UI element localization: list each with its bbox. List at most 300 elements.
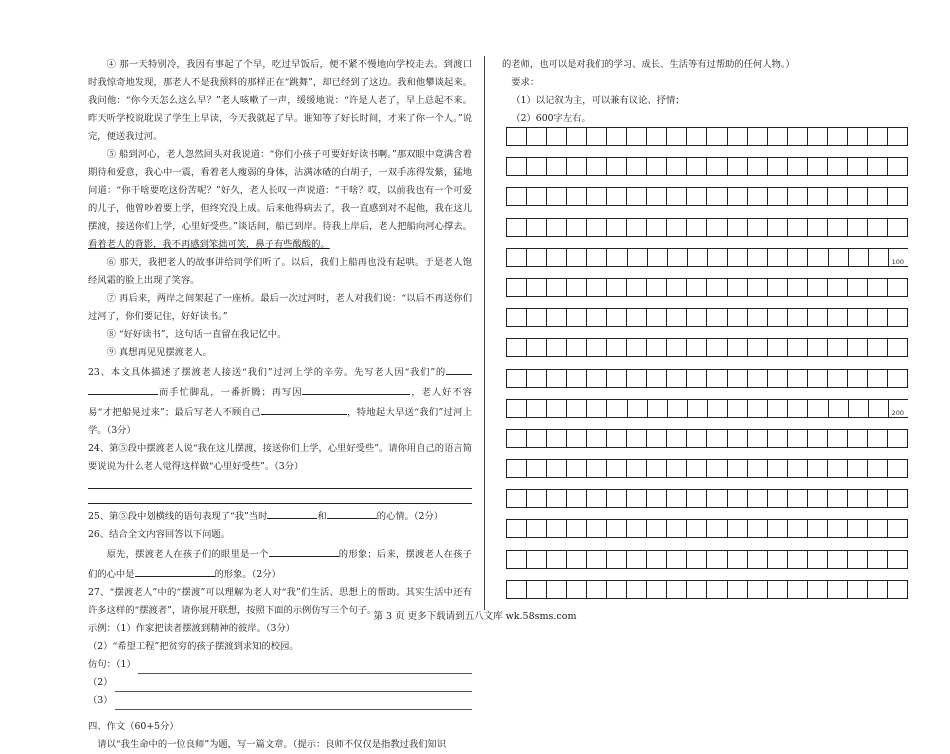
grid-cell[interactable] (686, 157, 706, 176)
grid-cell[interactable] (686, 519, 706, 538)
grid-cell[interactable] (566, 338, 586, 357)
grid-cell[interactable] (706, 278, 726, 297)
q25-blank-1[interactable] (267, 506, 317, 519)
grid-cell[interactable] (626, 308, 646, 327)
grid-cell[interactable] (546, 369, 566, 388)
grid-cell[interactable] (646, 308, 666, 327)
grid-cell[interactable] (706, 369, 726, 388)
grid-cell[interactable] (847, 369, 867, 388)
grid-cell[interactable] (747, 459, 767, 478)
grid-cell[interactable] (747, 580, 767, 599)
grid-cell[interactable] (747, 308, 767, 327)
grid-cell[interactable] (847, 218, 867, 237)
grid-cell[interactable] (646, 580, 666, 599)
grid-cell[interactable] (606, 399, 626, 418)
grid-cell[interactable] (867, 519, 887, 538)
grid-cell[interactable] (827, 127, 847, 146)
grid-cell[interactable] (687, 399, 707, 418)
grid-cell[interactable] (606, 459, 626, 478)
grid-cell[interactable] (747, 399, 767, 418)
grid-cell[interactable] (767, 399, 787, 418)
grid-cell[interactable] (827, 580, 847, 599)
grid-cell[interactable] (827, 278, 847, 297)
grid-cell[interactable] (887, 157, 908, 176)
grid-cell[interactable] (646, 550, 666, 569)
grid-cell[interactable] (686, 338, 706, 357)
grid-cell[interactable] (506, 429, 526, 448)
grid-cell[interactable] (847, 187, 867, 206)
grid-cell[interactable] (626, 580, 646, 599)
grid-cell[interactable] (767, 550, 787, 569)
grid-cell[interactable] (767, 308, 787, 327)
grid-cell[interactable] (526, 399, 546, 418)
grid-cell[interactable] (586, 429, 606, 448)
grid-cell[interactable] (546, 519, 566, 538)
grid-cell[interactable] (706, 338, 726, 357)
grid-cell[interactable] (707, 399, 727, 418)
grid-cell[interactable] (666, 489, 686, 508)
grid-cell[interactable] (807, 308, 827, 327)
grid-cell[interactable] (646, 218, 666, 237)
grid-cell[interactable] (807, 580, 827, 599)
grid-cell[interactable] (606, 248, 626, 267)
grid-cell[interactable] (867, 308, 887, 327)
grid-cell[interactable] (706, 429, 726, 448)
grid-cell[interactable] (827, 459, 847, 478)
grid-cell[interactable] (526, 308, 546, 327)
grid-cell[interactable] (506, 338, 526, 357)
grid-cell[interactable] (787, 278, 807, 297)
grid-cell[interactable] (566, 369, 586, 388)
grid-cell[interactable] (566, 489, 586, 508)
grid-cell[interactable] (747, 278, 767, 297)
grid-cell[interactable] (847, 278, 867, 297)
grid-cell[interactable] (747, 248, 767, 267)
grid-cell[interactable] (747, 429, 767, 448)
grid-cell[interactable] (706, 218, 726, 237)
grid-cell[interactable] (867, 489, 887, 508)
grid-cell[interactable] (586, 248, 606, 267)
grid-cell[interactable] (827, 218, 847, 237)
grid-cell[interactable] (747, 187, 767, 206)
grid-cell[interactable] (606, 580, 626, 599)
grid-cell[interactable] (506, 519, 526, 538)
grid-cell[interactable] (767, 429, 787, 448)
grid-cell[interactable] (586, 369, 606, 388)
grid-cell[interactable] (868, 399, 888, 418)
grid-cell[interactable] (667, 248, 687, 267)
grid-cell[interactable] (666, 519, 686, 538)
grid-cell[interactable] (868, 248, 888, 267)
grid-cell[interactable] (827, 550, 847, 569)
grid-cell[interactable] (867, 369, 887, 388)
grid-cell[interactable] (626, 218, 646, 237)
grid-cell[interactable] (807, 338, 827, 357)
grid-cell[interactable] (666, 369, 686, 388)
q23-blank-2[interactable] (302, 382, 410, 395)
grid-cell[interactable] (867, 278, 887, 297)
grid-cell[interactable] (867, 580, 887, 599)
grid-cell[interactable] (867, 459, 887, 478)
grid-cell[interactable] (506, 369, 526, 388)
grid-cell[interactable] (767, 489, 787, 508)
grid-cell[interactable] (767, 519, 787, 538)
grid-cell[interactable] (847, 308, 867, 327)
grid-cell[interactable] (686, 550, 706, 569)
grid-cell[interactable] (646, 187, 666, 206)
grid-cell[interactable] (546, 248, 566, 267)
grid-cell[interactable] (807, 248, 827, 267)
grid-cell[interactable] (666, 278, 686, 297)
grid-cell[interactable] (666, 218, 686, 237)
grid-cell[interactable] (606, 308, 626, 327)
grid-cell[interactable] (727, 580, 747, 599)
grid-cell[interactable] (506, 278, 526, 297)
grid-cell[interactable] (506, 187, 526, 206)
grid-cell[interactable] (566, 308, 586, 327)
imitate-line-3[interactable] (115, 697, 472, 710)
grid-cell[interactable] (887, 278, 908, 297)
grid-cell[interactable] (787, 218, 807, 237)
grid-cell[interactable] (828, 248, 848, 267)
grid-cell[interactable] (606, 127, 626, 146)
grid-cell[interactable] (546, 489, 566, 508)
grid-cell[interactable] (847, 338, 867, 357)
grid-cell[interactable] (807, 550, 827, 569)
grid-cell[interactable] (566, 187, 586, 206)
grid-cell[interactable] (686, 308, 706, 327)
grid-cell[interactable] (526, 127, 546, 146)
grid-cell[interactable] (666, 459, 686, 478)
grid-cell[interactable] (887, 127, 908, 146)
grid-cell[interactable] (747, 127, 767, 146)
grid-cell[interactable] (526, 187, 546, 206)
grid-cell[interactable] (767, 278, 787, 297)
grid-cell[interactable] (526, 218, 546, 237)
grid-cell[interactable] (887, 308, 908, 327)
grid-cell[interactable] (686, 580, 706, 599)
grid-cell[interactable] (646, 338, 666, 357)
grid-cell[interactable] (586, 550, 606, 569)
grid-cell[interactable] (807, 127, 827, 146)
imitate-line-2[interactable] (115, 679, 472, 692)
grid-cell[interactable] (887, 550, 908, 569)
grid-cell[interactable] (807, 157, 827, 176)
grid-cell[interactable] (586, 580, 606, 599)
grid-cell[interactable] (606, 489, 626, 508)
grid-cell[interactable] (747, 218, 767, 237)
grid-cell[interactable] (506, 459, 526, 478)
grid-cell[interactable] (787, 157, 807, 176)
grid-cell[interactable] (867, 157, 887, 176)
grid-cell[interactable] (686, 489, 706, 508)
grid-cell[interactable] (787, 187, 807, 206)
grid-cell[interactable] (686, 127, 706, 146)
grid-cell[interactable] (767, 187, 787, 206)
grid-cell[interactable] (546, 399, 566, 418)
q26-blank-1[interactable] (269, 544, 339, 557)
grid-cell[interactable] (767, 459, 787, 478)
grid-cell[interactable] (546, 550, 566, 569)
grid-cell[interactable] (887, 429, 908, 448)
grid-cell[interactable] (566, 278, 586, 297)
grid-cell[interactable] (827, 308, 847, 327)
grid-cell[interactable] (807, 218, 827, 237)
grid-cell[interactable] (727, 369, 747, 388)
grid-cell[interactable] (787, 429, 807, 448)
grid-cell[interactable] (847, 550, 867, 569)
grid-cell[interactable] (626, 157, 646, 176)
grid-cell[interactable] (626, 550, 646, 569)
grid-cell[interactable] (747, 369, 767, 388)
grid-cell[interactable] (526, 157, 546, 176)
q23-blank-1[interactable] (446, 362, 472, 375)
grid-cell[interactable] (586, 399, 606, 418)
grid-cell[interactable] (546, 338, 566, 357)
grid-cell[interactable] (506, 248, 526, 267)
grid-cell[interactable] (706, 157, 726, 176)
grid-cell[interactable] (706, 519, 726, 538)
grid-cell[interactable] (546, 218, 566, 237)
grid-cell[interactable] (626, 127, 646, 146)
grid-cell[interactable] (506, 218, 526, 237)
grid-cell[interactable] (546, 127, 566, 146)
grid-cell[interactable] (526, 338, 546, 357)
grid-cell[interactable] (707, 248, 727, 267)
grid-cell[interactable] (606, 550, 626, 569)
grid-cell[interactable] (626, 369, 646, 388)
grid-cell[interactable] (686, 429, 706, 448)
grid-cell[interactable] (787, 399, 807, 418)
grid-cell[interactable] (686, 369, 706, 388)
grid-cell[interactable] (646, 157, 666, 176)
grid-cell[interactable] (867, 338, 887, 357)
grid-cell[interactable] (887, 369, 908, 388)
grid-cell[interactable] (787, 519, 807, 538)
grid-cell[interactable] (606, 157, 626, 176)
grid-cell[interactable] (667, 399, 687, 418)
grid-cell[interactable] (807, 187, 827, 206)
grid-cell[interactable] (546, 459, 566, 478)
grid-cell[interactable] (727, 218, 747, 237)
grid-cell[interactable] (566, 127, 586, 146)
grid-cell[interactable] (887, 580, 908, 599)
grid-cell[interactable] (687, 248, 707, 267)
grid-cell[interactable] (747, 519, 767, 538)
grid-cell[interactable] (626, 489, 646, 508)
grid-cell[interactable] (506, 399, 526, 418)
grid-cell[interactable] (666, 580, 686, 599)
q25-blank-2[interactable] (327, 506, 377, 519)
grid-cell[interactable] (867, 127, 887, 146)
grid-cell[interactable] (727, 338, 747, 357)
grid-cell[interactable] (706, 489, 726, 508)
grid-cell[interactable] (586, 308, 606, 327)
grid-cell[interactable] (506, 580, 526, 599)
grid-cell[interactable] (526, 369, 546, 388)
grid-cell[interactable] (827, 338, 847, 357)
grid-cell[interactable] (867, 550, 887, 569)
q23-blank-3[interactable] (261, 402, 347, 415)
grid-cell[interactable] (646, 489, 666, 508)
grid-cell[interactable] (506, 550, 526, 569)
grid-cell[interactable] (807, 429, 827, 448)
grid-cell[interactable] (647, 399, 667, 418)
grid-cell[interactable] (727, 550, 747, 569)
grid-cell[interactable] (887, 519, 908, 538)
grid-cell[interactable] (867, 218, 887, 237)
grid-cell[interactable] (706, 580, 726, 599)
grid-cell[interactable] (666, 157, 686, 176)
grid-cell[interactable] (586, 157, 606, 176)
grid-cell[interactable] (646, 519, 666, 538)
grid-cell[interactable] (626, 519, 646, 538)
grid-cell[interactable] (767, 338, 787, 357)
grid-cell[interactable] (827, 489, 847, 508)
grid-cell[interactable] (767, 248, 787, 267)
grid-cell[interactable] (727, 127, 747, 146)
grid-cell[interactable] (646, 278, 666, 297)
grid-cell[interactable] (887, 489, 908, 508)
grid-cell[interactable] (887, 338, 908, 357)
grid-cell[interactable] (546, 580, 566, 599)
grid-cell[interactable] (686, 278, 706, 297)
grid-cell[interactable] (847, 519, 867, 538)
grid-cell[interactable] (646, 127, 666, 146)
grid-cell[interactable] (706, 308, 726, 327)
grid-cell[interactable] (827, 519, 847, 538)
grid-cell[interactable] (586, 459, 606, 478)
grid-cell[interactable] (787, 248, 807, 267)
grid-cell[interactable] (646, 369, 666, 388)
grid-cell[interactable] (506, 489, 526, 508)
grid-cell[interactable] (767, 157, 787, 176)
grid-cell[interactable] (586, 127, 606, 146)
grid-cell[interactable] (606, 519, 626, 538)
grid-cell[interactable] (666, 429, 686, 448)
grid-cell[interactable] (787, 550, 807, 569)
grid-cell[interactable] (586, 278, 606, 297)
grid-cell[interactable] (626, 459, 646, 478)
grid-cell[interactable] (827, 429, 847, 448)
grid-cell[interactable] (828, 399, 848, 418)
grid-cell[interactable] (727, 278, 747, 297)
grid-cell[interactable] (666, 308, 686, 327)
grid-cell[interactable] (706, 127, 726, 146)
grid-cell[interactable] (887, 187, 908, 206)
grid-cell[interactable] (727, 308, 747, 327)
grid-cell[interactable] (546, 157, 566, 176)
grid-cell[interactable] (586, 187, 606, 206)
grid-cell[interactable] (566, 580, 586, 599)
grid-cell[interactable] (526, 519, 546, 538)
grid-cell[interactable] (626, 429, 646, 448)
grid-cell[interactable] (566, 519, 586, 538)
grid-cell[interactable] (706, 187, 726, 206)
grid-cell[interactable] (727, 248, 747, 267)
grid-cell[interactable] (566, 157, 586, 176)
grid-cell[interactable] (747, 157, 767, 176)
grid-cell[interactable] (867, 187, 887, 206)
grid-cell[interactable] (506, 157, 526, 176)
grid-cell[interactable] (646, 429, 666, 448)
grid-cell[interactable] (566, 218, 586, 237)
grid-cell[interactable] (666, 127, 686, 146)
grid-cell[interactable] (686, 218, 706, 237)
grid-cell[interactable] (586, 489, 606, 508)
grid-cell[interactable] (848, 248, 868, 267)
grid-cell[interactable] (727, 519, 747, 538)
grid-cell[interactable] (566, 399, 586, 418)
grid-cell[interactable] (787, 369, 807, 388)
grid-cell[interactable] (506, 308, 526, 327)
grid-cell[interactable] (787, 459, 807, 478)
grid-cell[interactable] (566, 550, 586, 569)
grid-cell[interactable] (807, 459, 827, 478)
grid-cell[interactable] (747, 489, 767, 508)
grid-cell[interactable] (546, 278, 566, 297)
grid-cell[interactable] (847, 157, 867, 176)
q24-answer-line-1[interactable] (88, 476, 472, 489)
grid-cell[interactable] (647, 248, 667, 267)
grid-cell[interactable] (627, 248, 647, 267)
q26-blank-2[interactable] (135, 564, 215, 577)
grid-cell[interactable] (586, 218, 606, 237)
grid-cell[interactable] (847, 580, 867, 599)
grid-cell[interactable] (887, 218, 908, 237)
grid-cell[interactable] (787, 489, 807, 508)
grid-cell[interactable] (706, 459, 726, 478)
grid-cell[interactable] (606, 338, 626, 357)
grid-cell[interactable] (706, 550, 726, 569)
grid-cell[interactable] (506, 127, 526, 146)
grid-cell[interactable] (827, 157, 847, 176)
grid-cell[interactable] (727, 489, 747, 508)
grid-cell[interactable] (767, 218, 787, 237)
grid-cell[interactable] (566, 248, 586, 267)
grid-cell[interactable] (747, 550, 767, 569)
grid-cell[interactable] (727, 429, 747, 448)
grid-cell[interactable] (827, 187, 847, 206)
grid-cell[interactable] (666, 338, 686, 357)
grid-cell[interactable] (807, 399, 827, 418)
grid-cell[interactable] (606, 429, 626, 448)
grid-cell[interactable] (526, 580, 546, 599)
grid-cell[interactable] (526, 550, 546, 569)
grid-cell[interactable] (767, 580, 787, 599)
grid-cell[interactable] (606, 278, 626, 297)
grid-cell[interactable] (807, 519, 827, 538)
grid-cell[interactable] (646, 459, 666, 478)
grid-cell[interactable] (666, 187, 686, 206)
grid-cell[interactable] (526, 278, 546, 297)
grid-cell[interactable] (626, 278, 646, 297)
grid-cell[interactable] (727, 157, 747, 176)
grid-cell[interactable] (686, 459, 706, 478)
grid-cell[interactable] (546, 308, 566, 327)
grid-cell[interactable] (526, 248, 546, 267)
q24-answer-line-2[interactable] (88, 491, 472, 504)
grid-cell[interactable] (727, 399, 747, 418)
grid-cell[interactable] (867, 429, 887, 448)
grid-cell[interactable] (787, 580, 807, 599)
grid-cell[interactable] (606, 218, 626, 237)
grid-cell[interactable] (807, 369, 827, 388)
grid-cell[interactable] (566, 459, 586, 478)
grid-cell[interactable] (787, 308, 807, 327)
grid-cell[interactable] (787, 127, 807, 146)
grid-cell[interactable] (686, 187, 706, 206)
